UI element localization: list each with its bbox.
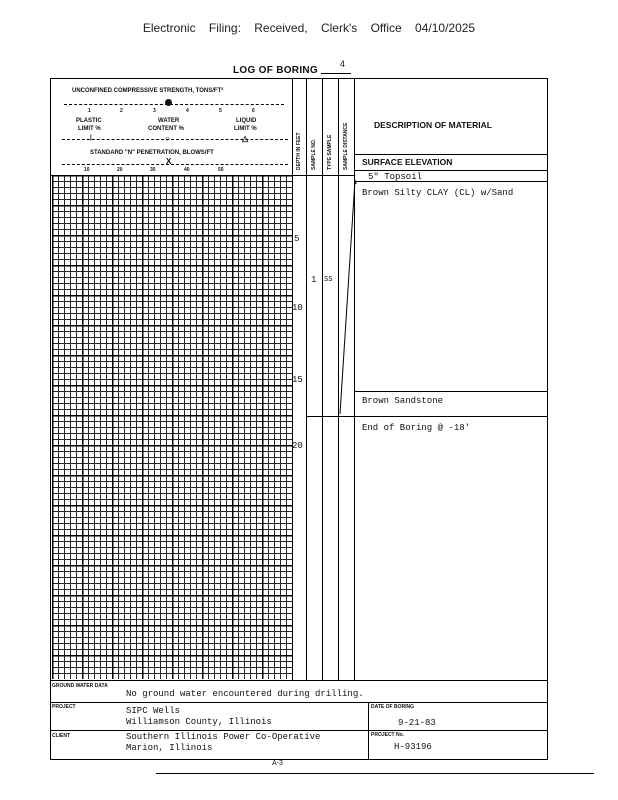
date-label: DATE OF BORING bbox=[371, 704, 414, 710]
sample-number: 1 bbox=[311, 275, 317, 285]
client-city: Marion, Illinois bbox=[126, 743, 213, 753]
ucs-marker-icon bbox=[165, 99, 172, 106]
boring-date: 9-21-83 bbox=[398, 718, 436, 728]
surface-elevation-line bbox=[354, 170, 548, 171]
ucs-scale-line bbox=[64, 104, 284, 105]
water-content-mark: ○ bbox=[165, 134, 170, 143]
sample-no-column-header: SAMPLE NO. bbox=[311, 138, 317, 170]
depth-10: 10 bbox=[292, 303, 303, 313]
project-number-label: PROJECT No. bbox=[371, 732, 405, 738]
client-name: Southern Illinois Power Co-Operative bbox=[126, 732, 321, 742]
log-title-label: LOG OF BORING bbox=[233, 65, 319, 76]
boring-number: 4 bbox=[340, 59, 346, 69]
description-header: DESCRIPTION OF MATERIAL bbox=[374, 120, 492, 130]
stratum-silty-clay: Brown Silty CLAY (CL) w/Sand bbox=[362, 188, 514, 198]
spt-tick-20: 20 bbox=[117, 167, 123, 173]
bottom-scan-line bbox=[156, 773, 594, 774]
divider-depth-sample bbox=[306, 78, 307, 681]
liquid-limit-label: LIMIT % bbox=[234, 126, 257, 132]
depth-15: 15 bbox=[292, 375, 303, 385]
type-sample-column-header: TYPE SAMPLE bbox=[327, 134, 333, 170]
stratum-topsoil: 5" Topsoil bbox=[368, 172, 423, 182]
sample-type: SS bbox=[324, 276, 333, 284]
ucs-tick-6: 6 bbox=[252, 108, 255, 114]
depth-column-header: DEPTH IN FEET bbox=[296, 132, 302, 170]
water-label: WATER bbox=[158, 118, 180, 124]
sample-distance-column-header: SAMPLE DISTANCE bbox=[343, 122, 349, 170]
ucs-tick-5: 5 bbox=[219, 108, 222, 114]
liquid-limit-mark: △ bbox=[242, 134, 249, 143]
ucs-tick-2: 2 bbox=[120, 108, 123, 114]
surface-elevation-header: SURFACE ELEVATION bbox=[362, 157, 453, 167]
stratum-line-sandstone-top bbox=[354, 391, 548, 392]
stratum-end-of-boring: End of Boring @ -18' bbox=[362, 423, 471, 433]
spt-tick-30: 30 bbox=[150, 167, 156, 173]
footer-line-2 bbox=[50, 730, 548, 731]
client-label: CLIENT bbox=[52, 733, 71, 739]
log-title bbox=[233, 65, 351, 76]
plastic-label: PLASTIC bbox=[76, 118, 102, 124]
footer-divider bbox=[368, 702, 369, 760]
graph-grid-major bbox=[52, 175, 292, 679]
ucs-tick-4: 4 bbox=[186, 108, 189, 114]
stratum-sandstone: Brown Sandstone bbox=[362, 396, 444, 406]
strata-boundary-lines bbox=[336, 176, 358, 416]
spt-title: STANDARD "N" PENETRATION, BLOWS/FT bbox=[90, 150, 214, 156]
spt-mark: X bbox=[166, 157, 172, 166]
electronic-filing-stamp: Electronic Filing: Received, Clerk's Office 04/10/2025 bbox=[142, 21, 476, 35]
stratum-line-end bbox=[306, 416, 548, 417]
groundwater-label: GROUND WATER DATA bbox=[52, 683, 108, 689]
project-label: PROJECT bbox=[52, 704, 76, 710]
depth-20: 20 bbox=[292, 441, 303, 451]
ucs-title: UNCONFINED COMPRESSIVE STRENGTH, TONS/FT² bbox=[72, 88, 224, 94]
atterberg-line bbox=[62, 139, 288, 140]
ucs-tick-3: 3 bbox=[153, 108, 156, 114]
plastic-limit-label: LIMIT % bbox=[78, 126, 101, 132]
depth-5: 5 bbox=[294, 234, 300, 244]
ucs-tick-1: 1 bbox=[88, 108, 91, 114]
project-location: Williamson County, Illinois bbox=[126, 717, 272, 727]
title-underline bbox=[321, 73, 351, 74]
footer-line-1 bbox=[50, 702, 548, 703]
spt-scale-line bbox=[62, 164, 288, 165]
spt-tick-10: 10 bbox=[84, 167, 90, 173]
liquid-label: LIQUID bbox=[236, 118, 257, 124]
spt-tick-50: 50 bbox=[218, 167, 224, 173]
water-content-label: CONTENT % bbox=[148, 126, 184, 132]
spt-tick-40: 40 bbox=[184, 167, 190, 173]
divider-sample-type bbox=[322, 78, 323, 681]
description-header-line bbox=[354, 154, 548, 155]
plastic-limit-mark: | bbox=[90, 135, 92, 141]
project-name: SIPC Wells bbox=[126, 706, 181, 716]
page-mark: A-3 bbox=[272, 760, 283, 767]
project-number: H-93196 bbox=[394, 742, 432, 752]
groundwater-text: No ground water encountered during drilling. bbox=[126, 689, 364, 699]
